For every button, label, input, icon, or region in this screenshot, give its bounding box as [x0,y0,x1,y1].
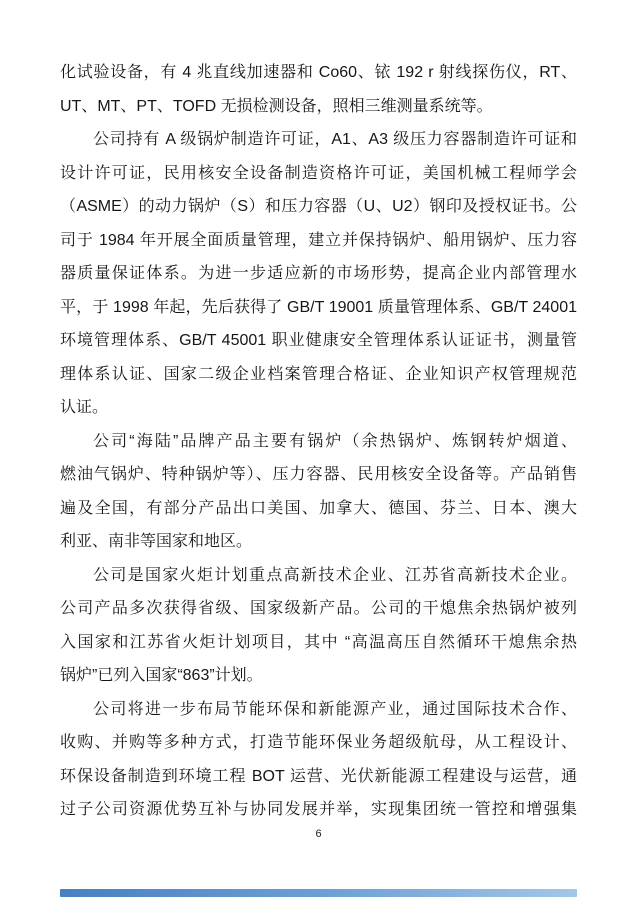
text-line: （ASME）的动力锅炉（S）和压力容器（U、U2）钢印及授权证书。公 [60,198,577,215]
text-line: 认证。 [60,399,109,416]
text-line: 公司将进一步布局节能环保和新能源产业，通过国际技术合作、 [93,700,577,718]
text-line: 入国家和江苏省火炬计划项目，其中 “高温高压自然循环干熄焦余热 [60,633,577,651]
text-line: 器质量保证体系。为进一步适应新的市场形势，提高企业内部管理水 [60,265,577,282]
footer-accent-bar [60,889,577,897]
text-line: 利亚、南非等国家和地区。 [60,533,253,550]
text-line: 理体系认证、国家二级企业档案管理合格证、企业知识产权管理规范 [60,365,577,383]
text-line: 公司持有 A 级锅炉制造许可证，A1、A3 级压力容器制造许可证和 [93,131,577,148]
text-line: 燃油气锅炉、特种锅炉等）、压力容器、民用核安全设备等。产品销售 [60,466,577,483]
text-line: 锅炉”已列入国家“863”计划。 [60,667,263,684]
text-line: 公司“海陆”品牌产品主要有锅炉（余热锅炉、炼钢转炉烟道、 [93,432,577,450]
text-line: 公司产品多次获得省级、国家级新产品。公司的干熄焦余热锅炉被列 [60,600,577,617]
page-text [60,56,577,827]
text-line: 化试验设备，有 4 兆直线加速器和 Co60、铱 192 r 射线探伤仪，RT、 [60,64,577,81]
text-line: 平，于 1998 年起，先后获得了 GB/T 19001 质量管理体系、GB/T 24001 [60,298,577,316]
text-line: 司于 1984 年开展全面质量管理，建立并保持锅炉、船用锅炉、压力容 [60,231,577,249]
text-line: UT、MT、PT、TOFD 无损检测设备，照相三维测量系统等。 [60,97,493,115]
text-line: 环境管理体系、GB/T 45001 职业健康安全管理体系认证证书，测量管 [60,332,577,349]
text-line: 遍及全国，有部分产品出口美国、加拿大、德国、芬兰、日本、澳大 [60,499,577,517]
page-number: 6 [315,828,322,840]
text-line: 过子公司资源优势互补与协同发展并举，实现集团统一管控和增强集 [60,801,577,818]
text-line: 环保设备制造到环境工程 BOT 运营、光伏新能源工程建设与运营，通 [60,767,577,785]
text-line: 设计许可证，民用核安全设备制造资格许可证，美国机械工程师学会 [60,164,577,182]
text-line: 公司是国家火炬计划重点高新技术企业、江苏省高新技术企业。 [93,566,577,584]
text-line: 收购、并购等多种方式，打造节能环保业务超级航母，从工程设计、 [60,734,577,751]
